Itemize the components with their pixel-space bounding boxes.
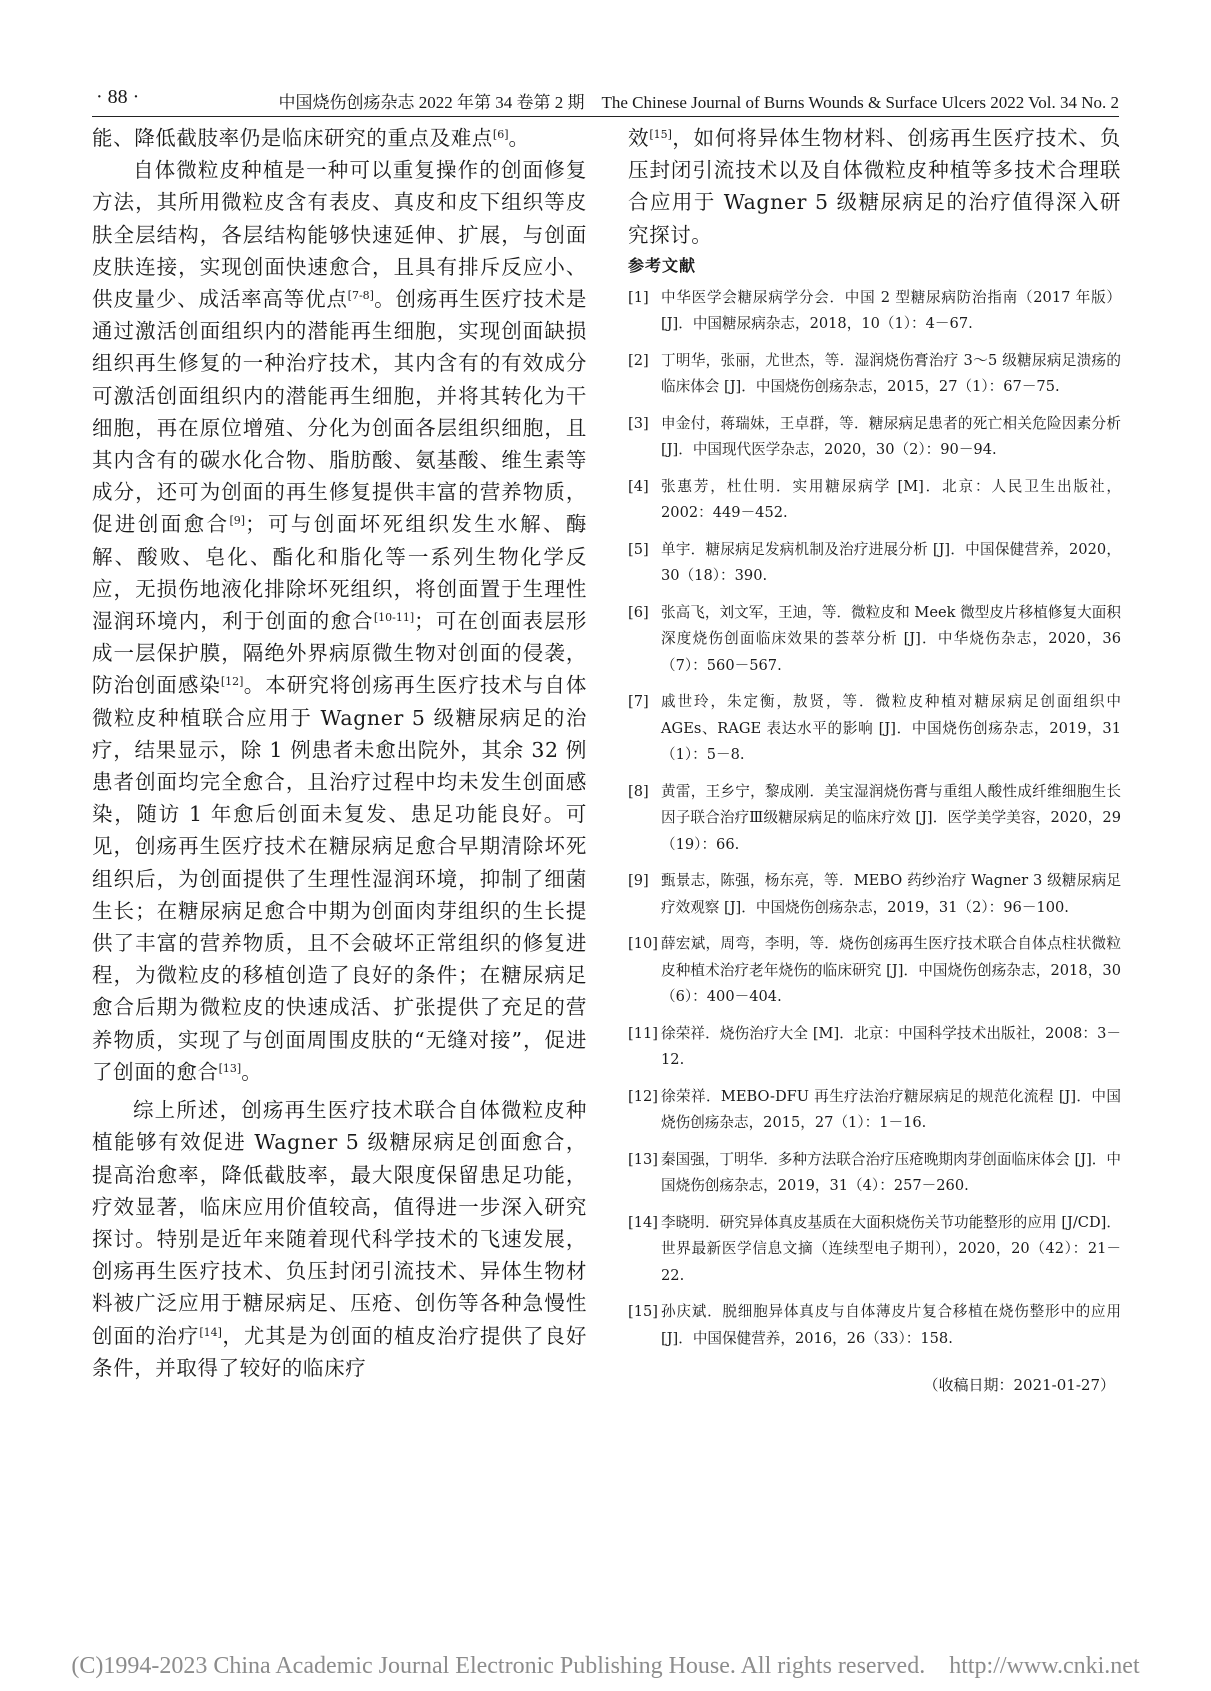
references-heading: 参考文献 (628, 255, 697, 275)
reference-item: [11] 徐荣祥．烧伤治疗大全 [M]．北京：中国科学技术出版社，2008：3－12. (628, 1024, 1121, 1069)
citation: [9] (229, 514, 246, 528)
page-header (92, 86, 1119, 116)
running-title: 中国烧伤创疡杂志 2022 年第 34 卷第 2 期 The Chinese Journal of Burns Wounds & Surface Ulcers 2022 Vol. 34 No. 2 (278, 93, 1119, 112)
citation: [13] (218, 1061, 242, 1075)
paragraph-conclusion: 综上所述，创疡再生医疗技术联合自体微粒皮种植能够有效促进 Wagner 5 级糖尿病足创面愈合，提高治愈率，降低截肢率，最大限度保留患足功能，疗效显著，临床应用价值较高，值得进一步深入研究探讨。特别是近年来随着现代科学技术的飞速发展，创疡再生医疗技术、负压封闭引流技术、异体生物材料被广泛应用于糖尿病足、压疮、创伤等各种急慢性创面的治疗[14]，尤其是为创面的植皮治疗提供了良好条件，并取得了较好的临床疗 (92, 1098, 588, 1380)
reference-item: [10] 薛宏斌，周弯，李明，等．烧伤创疡再生医疗技术联合自体点柱状微粒皮种植术治疗老年烧伤的临床研究 [J]．中国烧伤创疡杂志，2018，30（6）：400－404. (628, 935, 1121, 1006)
paragraph-continued: 能、降低截肢率仍是临床研究的重点及难点[6]。 (92, 126, 530, 150)
reference-item: [7] 戚世玲，朱定衡，敖贤，等．微粒皮种植对糖尿病足创面组织中 AGEs、RAGE 表达水平的影响 [J]．中国烧伤创疡杂志，2019，31（1）：5－8. (628, 693, 1121, 764)
reference-list (628, 285, 1121, 1353)
reference-item: [14] 李晓明．研究异体真皮基质在大面积烧伤关节功能整形的应用 [J/CD]．世界最新医学信息文摘（连续型电子期刊），2020，20（42）：21－22. (628, 1213, 1121, 1284)
citation: [15] (649, 128, 672, 141)
reference-item: [13] 秦国强，丁明华．多种方法联合治疗压疮晚期肉芽创面临床体会 [J]．中国烧伤创疡杂志，2019，31（4）：257－260. (628, 1150, 1121, 1195)
reference-item: [4] 张惠芳，杜仕明．实用糖尿病学 [M]．北京：人民卫生出版社，2002：449－452. (628, 477, 1121, 522)
reference-item: [8] 黄雷，王乡宁，黎成刚．美宝湿润烧伤膏与重组人酸性成纤维细胞生长因子联合治疗Ⅲ级糖尿病足的临床疗效 [J]．医学美学美容，2020，29（19）：66. (628, 782, 1121, 853)
reference-item: [15] 孙庆斌．脱细胞异体真皮与自体薄皮片复合移植在烧伤整形中的应用 [J]．中国保健营养，2016，26（33）：158. (628, 1303, 1121, 1347)
reference-item: [6] 张高飞，刘文军，王迪，等．微粒皮和 Meek 微型皮片移植修复大面积深度烧伤创面临床效果的荟萃分析 [J]．中华烧伤杂志，2020，36（7）：560－567. (628, 603, 1121, 674)
reference-item: [1] 中华医学会糖尿病学分会．中国 2 型糖尿病防治指南（2017 年版）[J]．中国糖尿病杂志，2018，10（1）：4－67. (628, 288, 1121, 333)
copyright-footer: (C)1994-2023 China Academic Journal Electronic Publishing House. All rights reserved. http://www.cnki.net (71, 1653, 1140, 1679)
reference-item: [9] 甄景志，陈强，杨东亮，等．MEBO 药纱治疗 Wagner 3 级糖尿病足疗效观察 [J]．中国烧伤创疡杂志，2019，31（2）：96－100. (628, 872, 1121, 916)
page-number: · 88 · (96, 86, 140, 108)
reference-item: [12] 徐荣祥．MEBO-DFU 再生疗法治疗糖尿病足的规范化流程 [J]．中国烧伤创疡杂志，2015，27（1）：1－16. (628, 1087, 1121, 1132)
header-rule (92, 116, 1119, 117)
reference-item: [2] 丁明华，张丽，尤世杰，等．湿润烧伤膏治疗 3～5 级糖尿病足溃疡的临床体会 [J]．中国烧伤创疡杂志，2015，27（1）：67－75. (628, 351, 1121, 396)
citation: [6] (492, 128, 509, 141)
left-column (92, 122, 587, 1384)
citation: [14] (199, 1325, 222, 1339)
paragraph-discussion: 自体微粒皮种植是一种可以重复操作的创面修复方法，其所用微粒皮含有表皮、真皮和皮下组织等皮肤全层结构，各层结构能够快速延伸、扩展，与创面皮肤连接，实现创面快速愈合，且具有排斥反应小、供皮量少、成活率高等优点[7-8]。创疡再生医疗技术是通过激活创面组织内的潜能再生细胞，实现创面缺损组织再生修复的一种治疗技术，其内含有的有效成分可激活创面组织内的潜能再生细胞，并将其转化为干细胞，再在原位增殖、分化为创面各层组织细胞，且其内含有的碳水化合物、脂肪酸、氨基酸、维生素等成分，还可为创面的再生修复提供丰富的营养物质，促进创面愈合[9]；可与创面坏死组织发生水解、酶解、酸败、皂化、酯化和脂化等一系列生物化学反应，无损伤地液化排除坏死组织，将创面置于生理性湿润环境内，利于创面的愈合[10-11]；可在创面表层形成一层保护膜，隔绝外界病原微生物对创面的侵袭，防治创面感染[12]。本研究将创疡再生医疗技术与自体微粒皮种植联合应用于 Wagner 5 级糖尿病足的治疗，结果显示，除 1 例患者未愈出院外，其余 32 例患者创面均完全愈合，且治疗过程中均未发生创面感染，随访 1 年愈后创面未复发、患足功能良好。可见，创疡再生医疗技术在糖尿病足愈合早期清除坏死组织后，为创面提供了生理性湿润环境，抑制了细菌生长；在糖尿病足愈合中期为创面肉芽组织的生长提供了丰富的营养物质，且不会破坏正常组织的修复进程，为微粒皮的移植创造了良好的条件；在糖尿病足愈合后期为微粒皮的快速成活、扩张提供了充足的营养物质，实现了与创面周围皮肤的“无缝对接”，促进了创面的愈合[13]。 (92, 158, 588, 1084)
citation: [7-8] (347, 289, 374, 303)
reference-item: [5] 单宇．糖尿病足发病机制及治疗进展分析 [J]．中国保健营养，2020，30（18）：390. (628, 540, 1121, 585)
citation: [12] (220, 675, 244, 689)
reference-item: [3] 申金付，蒋瑞妹，王卓群，等．糖尿病足患者的死亡相关危险因素分析 [J]．中国现代医学杂志，2020，30（2）：90－94. (628, 414, 1121, 459)
citation: [10-11] (373, 611, 415, 625)
right-column (628, 122, 1121, 1402)
paragraph-conclusion-continued: 效[15]，如何将异体生物材料、创疡再生医疗技术、负压封闭引流技术以及自体微粒皮种植等多技术合理联合应用于 Wagner 5 级糖尿病足的治疗值得深入研究探讨。 (628, 126, 1121, 247)
received-date: （收稿日期：2021-01-27） (923, 1376, 1115, 1395)
